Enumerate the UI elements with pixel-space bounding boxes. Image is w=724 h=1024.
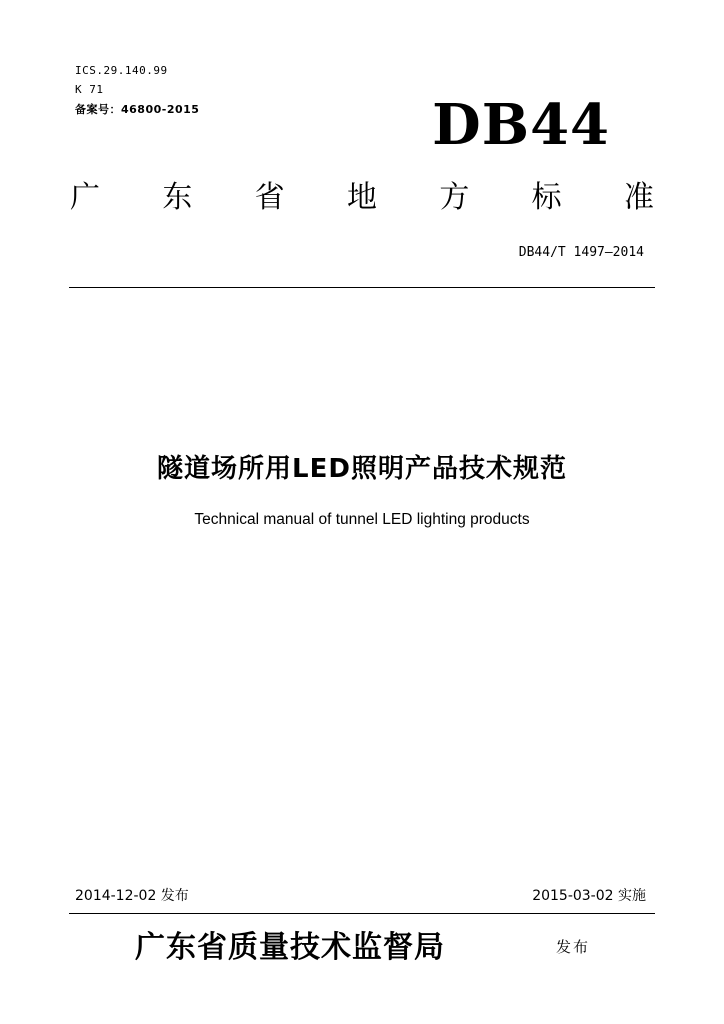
- issuer-action: 发布: [556, 938, 591, 956]
- bottom-divider: [69, 913, 655, 914]
- db-logo: DB44: [432, 92, 610, 158]
- standard-type-char: 准: [623, 180, 654, 215]
- filing-number: 备案号：46800-2015: [75, 103, 200, 116]
- standard-type-char: 东: [162, 180, 193, 215]
- issue-date: 2014-12-02 发布: [75, 888, 189, 904]
- ics-code: ICS.29.140.99: [75, 64, 168, 77]
- document-title: 隧道场所用LED照明产品技术规范: [157, 454, 567, 484]
- effective-date: 2015-03-02 实施: [532, 888, 646, 904]
- standard-type-heading: [70, 172, 654, 216]
- document-subtitle-en: Technical manual of tunnel LED lighting products: [194, 511, 530, 528]
- standard-type-char: 广: [70, 180, 100, 215]
- issuer-name: 广东省质量技术监督局: [135, 930, 445, 965]
- standard-type-char: 标: [531, 180, 562, 215]
- standard-code: DB44/T 1497—2014: [518, 245, 644, 260]
- standard-type-char: 方: [439, 180, 470, 215]
- top-divider: [69, 287, 655, 288]
- standard-type-char: 省: [254, 180, 285, 215]
- standard-type-char: 地: [346, 180, 377, 215]
- ccs-code: K 71: [75, 83, 104, 96]
